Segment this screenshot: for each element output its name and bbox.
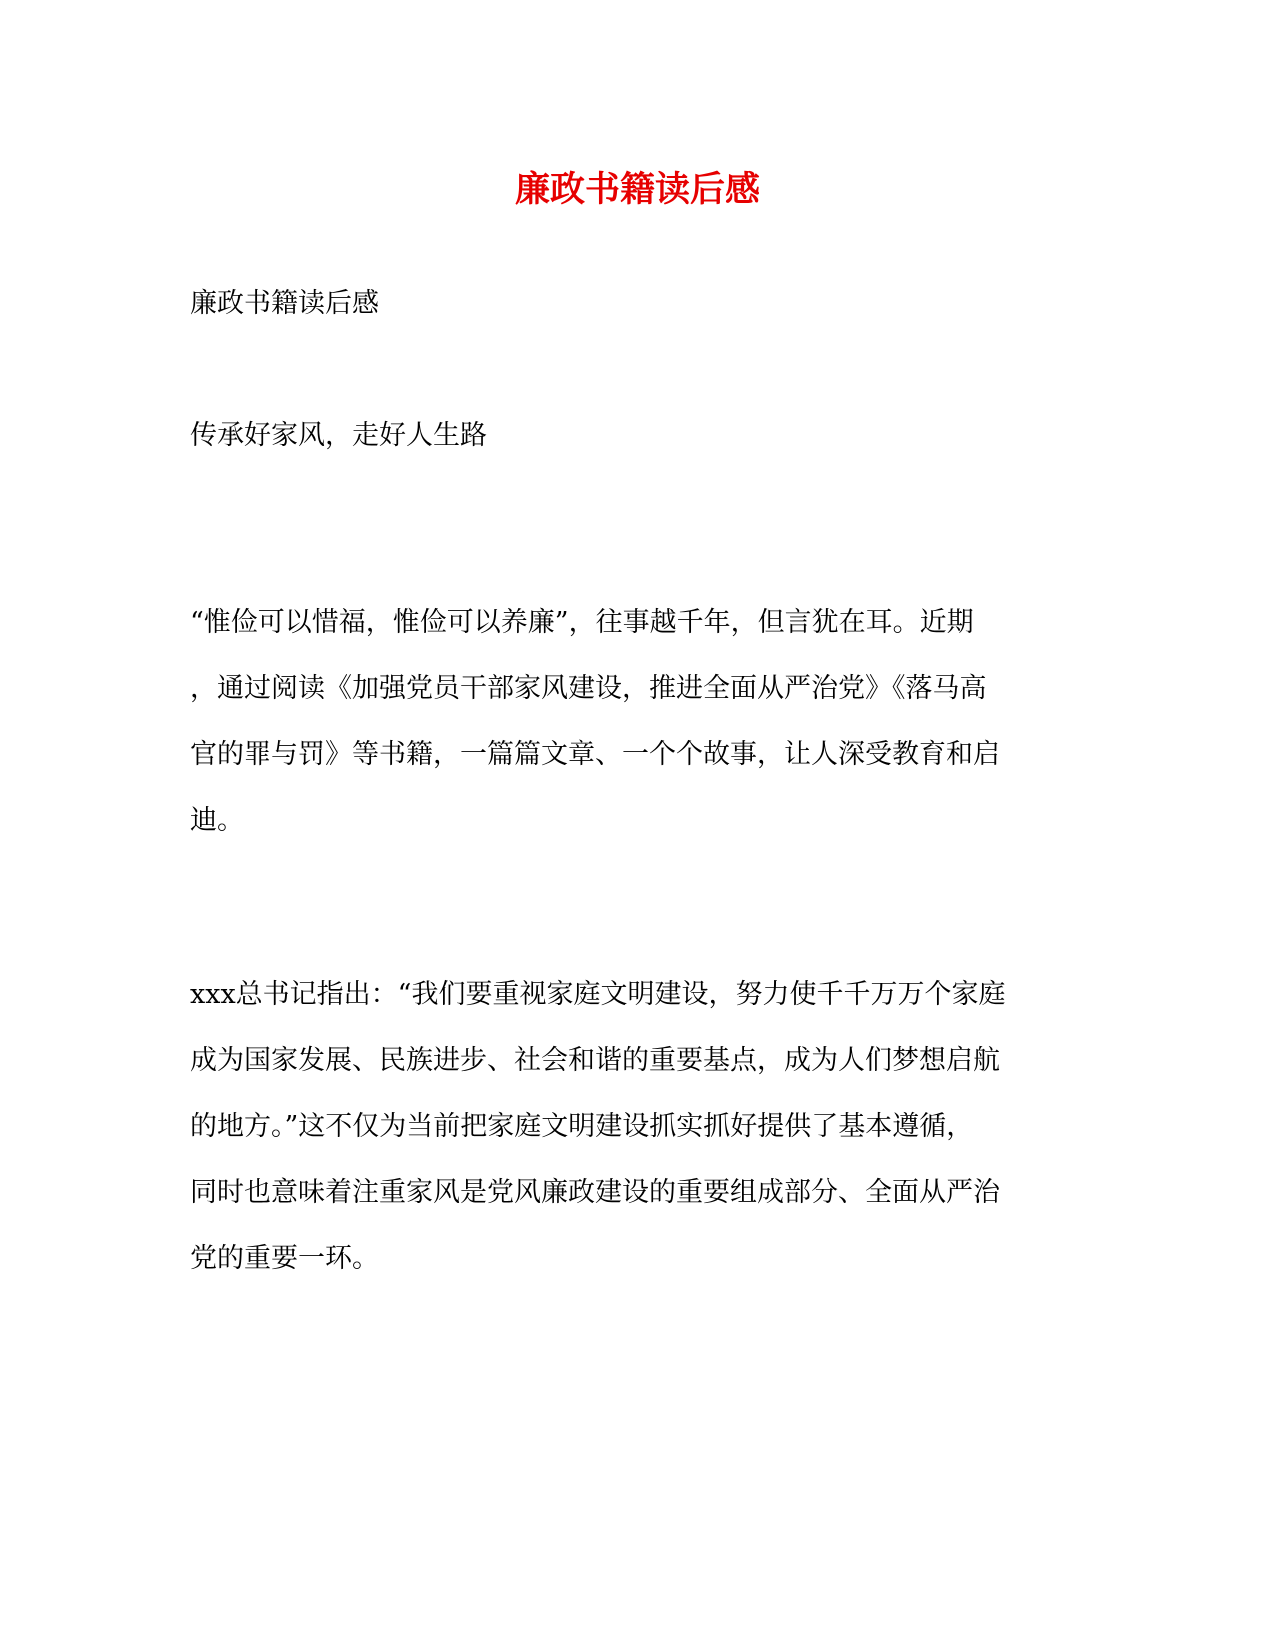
document-heading: 廉政书籍读后感 — [190, 288, 379, 319]
page-title: 廉政书籍读后感 — [514, 169, 760, 210]
paragraph: “惟俭可以惜福，惟俭可以养廉”，往事越千年，但言犹在耳。近期 ，通过阅读《加强党员干部家风建设，推进全面从严治党》《落马高 官的罪与罚》等书籍，一篇篇文章、一个个故事，让人深受教育和启 迪。 — [190, 607, 1000, 836]
paragraph: xxx总书记指出：“我们要重视家庭文明建设，努力使千千万万个家庭 成为国家发展、民族进步、社会和谐的重要基点，成为人们梦想启航 的地方。”这不仅为当前把家庭文明建设抓实抓好提供了基本遵循， 同时也意味着注重家风是党风廉政建设的重要组成部分、全面从严治 党的重要一环。 — [190, 979, 1006, 1274]
document-subtitle: 传承好家风，走好人生路 — [190, 420, 487, 451]
